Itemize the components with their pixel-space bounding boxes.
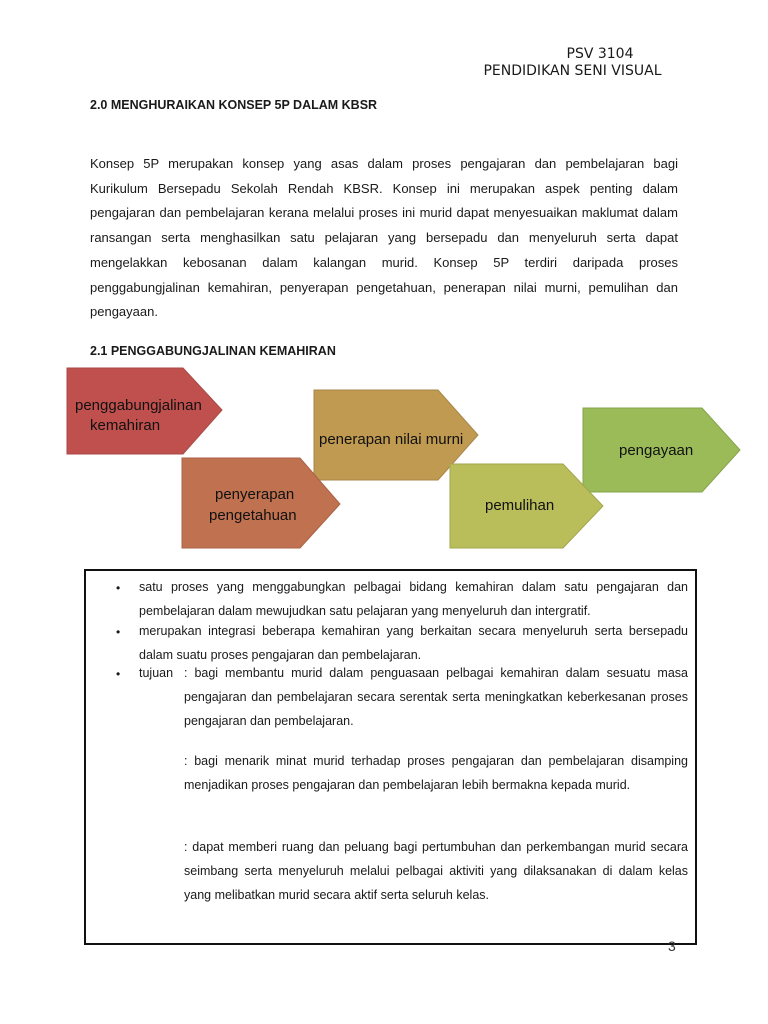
bullet-1-text: satu proses yang menggabungkan pelbagai bidang kemahiran dalam satu pengajaran dan pembelajaran dalam mewujudkan satu pelajaran yang menyeluruh dan intergratif. bbox=[139, 580, 688, 618]
page-number: 3 bbox=[668, 938, 676, 954]
arrow-label: pengetahuan bbox=[209, 507, 297, 524]
5p-process-diagram bbox=[0, 360, 768, 560]
aim-2-text: : bagi menarik minat murid terhadap proses pengajaran dan pembelajaran disamping menjadikan proses pengajaran dan pembelajaran lebih bermakna kepada murid. bbox=[184, 754, 688, 792]
arrow-label: penyerapan bbox=[215, 486, 295, 503]
bullet-2-text: merupakan integrasi beberapa kemahiran yang berkaitan secara menyeluruh serta bersepadu dalam suatu proses pengajaran dan pembelajaran. bbox=[139, 624, 688, 662]
arrow-label: kemahiran bbox=[90, 417, 161, 434]
subsection-heading: 2.1 PENGGABUNGJALINAN KEMAHIRAN bbox=[90, 344, 336, 358]
page-header bbox=[470, 46, 675, 80]
section-heading: 2.0 MENGHURAIKAN KONSEP 5P DALAM KBSR bbox=[90, 98, 378, 112]
bullet-3-label: tujuan bbox=[139, 666, 174, 680]
arrow-pemulihan bbox=[450, 464, 603, 548]
arrow-pengayaan bbox=[583, 408, 740, 492]
bullet-dot: • bbox=[116, 667, 121, 681]
intro-paragraph: Konsep 5P merupakan konsep yang asas dalam proses pengajaran dan pembelajaran bagi Kurikulum Bersepadu Sekolah Rendah KBSR. Konsep ini merupakan aspek penting dalam pengajaran dan pembelajaran kerana melalui proses ini murid dapat menyesuaikan maklumat dalam ransangan serta menghasilkan satu pelajaran yang bersepadu dan menyeluruh serta dapat mengelakkan kebosanan dalam kalangan murid. Konsep 5P terdiri daripada proses penggabungjalinan kemahiran, penyerapan pengetahuan, penerapan nilai murni, pemulihan dan pengayaan. bbox=[90, 156, 678, 320]
course-code: PSV 3104 bbox=[566, 46, 634, 62]
arrow-penggabungjalinan bbox=[67, 368, 222, 454]
course-name: PENDIDIKAN SENI VISUAL bbox=[483, 63, 662, 79]
bullet-dot: • bbox=[116, 625, 121, 639]
aim-3-text: : dapat memberi ruang dan peluang bagi pertumbuhan dan perkembangan murid secara seimbang serta menyeluruh melalui pelbagai aktiviti yang dilaksanakan di dalam kelas yang melibatkan murid secara aktif serta seluruh kelas. bbox=[184, 840, 688, 902]
arrow-label: penggabungjalinan bbox=[75, 397, 202, 414]
arrow-label: penerapan nilai murni bbox=[319, 431, 464, 448]
arrow-label: pemulihan bbox=[485, 497, 555, 514]
arrow-label: pengayaan bbox=[619, 442, 694, 459]
aim-1-text: : bagi membantu murid dalam penguasaan pelbagai kemahiran dalam sesuatu masa pengajaran dan pembelajaran secara serentak serta meningkatkan keberkesanan proses pengajaran dan pembelajaran. bbox=[184, 666, 688, 728]
bullet-dot: • bbox=[116, 581, 121, 595]
